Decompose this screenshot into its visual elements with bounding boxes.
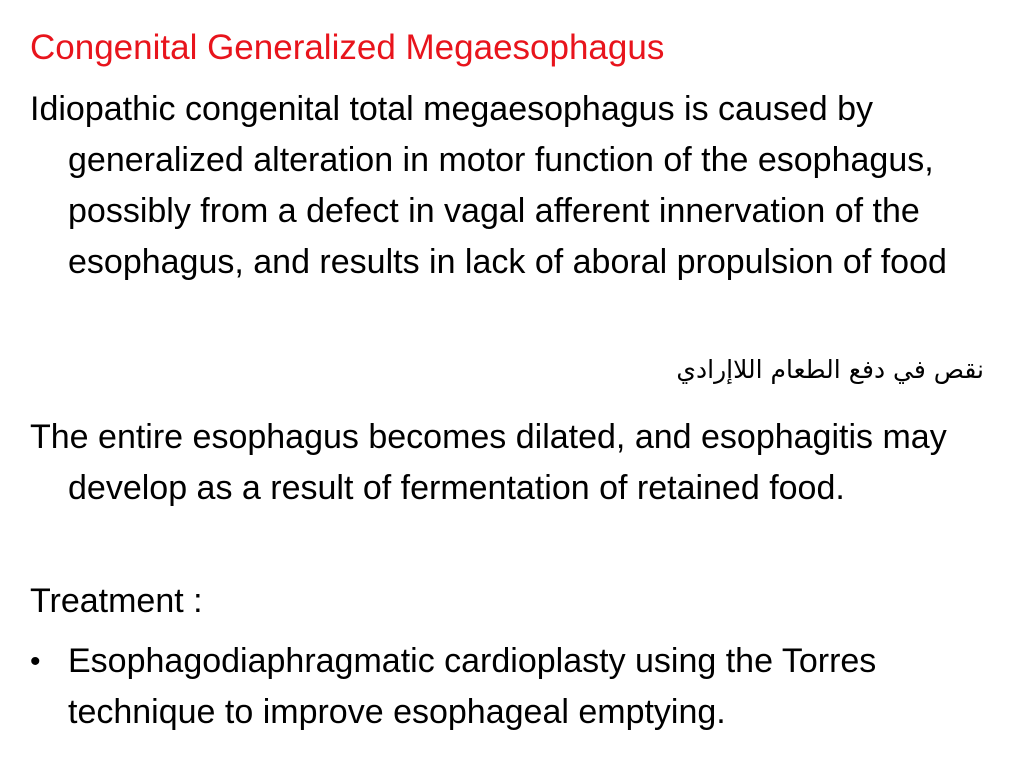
- slide-title: Congenital Generalized Megaesophagus: [30, 28, 665, 67]
- arabic-note: نقص في دفع الطعام اللاإرادي: [676, 355, 984, 384]
- treatment-bullet-text: Esophagodiaphragmatic cardioplasty using the Torres technique to improve esophageal emptying.: [68, 642, 877, 731]
- paragraph-cause: Idiopathic congenital total megaesophagus is caused by generalized alteration in motor function of the esophagus, possibly from a defect in vagal afferent innervation of the esophagus, and results in lack of aboral propulsion of food: [30, 90, 947, 281]
- paragraph-dilation: The entire esophagus becomes dilated, and esophagitis may develop as a result of fermentation of retained food.: [30, 418, 947, 507]
- treatment-bullet-item: [30, 636, 990, 738]
- bullet-dot-icon: •: [30, 645, 41, 678]
- treatment-heading: Treatment :: [30, 582, 203, 620]
